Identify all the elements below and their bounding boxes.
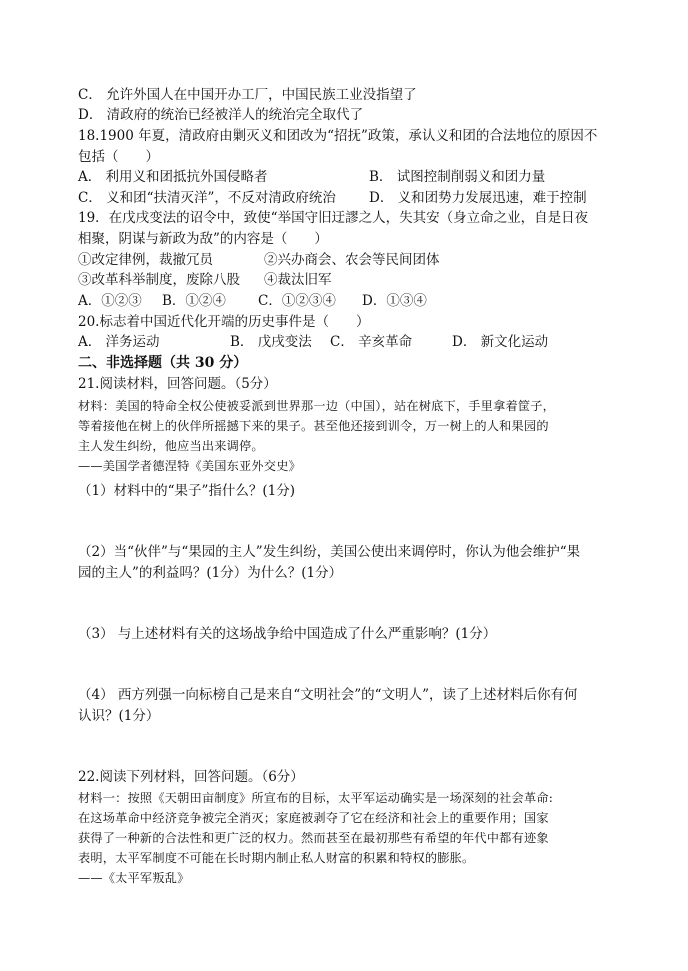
q20-option-d: D． 新文化运动 xyxy=(452,334,549,350)
q19-item-4: ④裁汰旧军 xyxy=(264,272,332,288)
q19-item-3: ③改革科举制度，废除八股 xyxy=(78,272,240,288)
q18-option-c: C． 义和团“扶清灭洋”，不反对清政府统治 xyxy=(78,190,336,206)
q19-option-b: B．①②④ xyxy=(162,293,226,309)
q19-stem-line1: 19．在戊戌变法的诏令中，致使“举国守旧迂謬之人，失其安（身立命之业，自是日夜 xyxy=(78,210,589,226)
q21-material-line2: 等着接他在树上的伙伴所摇撼下来的果子。甚至他还接到训令，万一树上的人和果园的 xyxy=(78,419,549,433)
q18-stem-line2: 包括（ ） xyxy=(78,149,159,165)
q17-option-c: C． 允许外国人在中国开办工厂，中国民族工业没指望了 xyxy=(78,87,417,103)
q19-option-a: A．①②③ xyxy=(78,293,142,309)
q18-option-a: A． 利用义和团抵抗外国侵略者 xyxy=(78,169,268,185)
q21-sub-question-3: （3） 与上述材料有关的这场战争给中国造成了什么严重影响？(1分） xyxy=(78,626,497,642)
q22-material-line3: 获得了一种新的合法性和更广泛的权力。然而甚至在最初那些有希望的年代中都有迹象 xyxy=(78,831,549,845)
q20-stem: 20.标志着中国近代化开端的历史事件是（ ） xyxy=(78,314,370,330)
section-heading: 二、非选择题（共 30 分） xyxy=(78,355,248,371)
q22-material-line2: 在这场革命中经济竞争被完全消灭；家庭被剥夺了它在经济和社会上的重要作用；国家 xyxy=(78,811,549,825)
q22-material-line4: 表明，太平军制度不可能在长时期内制止私人财富的积累和特权的膨胀。 xyxy=(78,851,475,865)
q18-stem-line1: 18.1900 年夏，清政府由剿灭义和团改为“招抚”政策，承认义和团的合法地位的原因不 xyxy=(78,128,598,144)
q18-option-b: B． 试图控制削弱义和团力量 xyxy=(369,169,546,185)
q18-option-d: D． 义和团势力发展迅速，难于控制 xyxy=(369,190,587,206)
q21-material-line3: 主人发生纠纷，他应当出来调停。 xyxy=(78,439,264,453)
q20-option-c: C． 辛亥革命 xyxy=(330,334,413,350)
q19-option-d: D．①③④ xyxy=(362,293,427,309)
q21-sub-question-4-line1: （4） 西方列强一向标榜自己是来自“文明社会”的“文明人”，读了上述材料后你有何 xyxy=(78,687,578,703)
q21-sub-question-1: （1）材料中的“果子”指什么？(1分) xyxy=(78,483,296,499)
q20-option-a: A． 洋务运动 xyxy=(78,334,160,350)
q21-sub-question-2-line1: （2）当“伙伴”与“果园的主人”发生纠纷，美国公使出来调停时，你认为他会维护“果 xyxy=(78,544,581,560)
q19-stem-line2: 相聚，阴谋与新政为敌”的内容是（ ） xyxy=(78,231,328,247)
q20-option-b: B． 戊戌变法 xyxy=(230,334,312,350)
q21-sub-question-4-line2: 认识？(1分） xyxy=(78,708,160,724)
q19-option-c: C．①②③④ xyxy=(258,293,336,309)
q21-material-line1: 材料：美国的特命全权公使被妥派到世界那一边（中国），站在树底下，手里拿着筐子， xyxy=(78,399,556,413)
q19-item-1: ①改定律例，裁撤冗员 xyxy=(78,252,213,268)
q22-material-source: ——《太平军叛乱》 xyxy=(78,871,190,885)
q22-material-line1: 材料一：按照《天朝田亩制度》所宣布的目标，太平军运动确实是一场深刻的社会革命: xyxy=(78,791,554,805)
q19-item-2: ②兴办商会、农会等民间团体 xyxy=(264,252,440,268)
q21-sub-question-2-line2: 园的主人”的利益吗？(1分）为什么？(1分） xyxy=(78,565,343,581)
q21-stem: 21.阅读材料，回答问题。（5分） xyxy=(78,376,277,392)
q17-option-d: D． 清政府的统治已经被洋人的统治完全取代了 xyxy=(78,107,364,123)
q21-material-source: ——美国学者德涅特《美国东亚外交史》 xyxy=(78,459,301,473)
q22-stem: 22.阅读下列材料，回答问题。（6分） xyxy=(78,769,304,785)
